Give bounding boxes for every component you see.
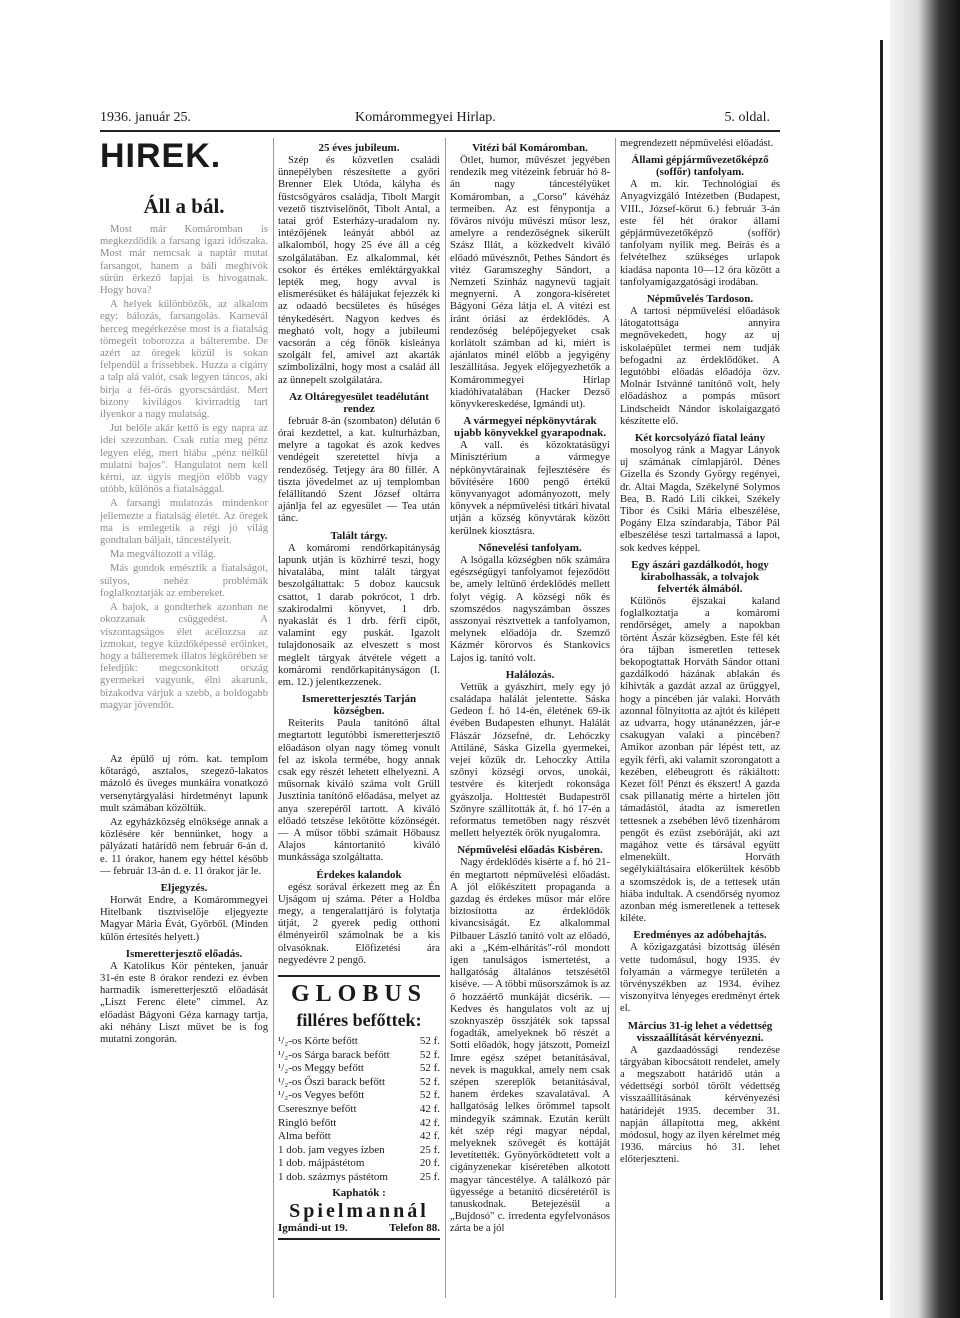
ad-item-price: 52 f.	[419, 1048, 440, 1061]
ad-item-price: 42 f.	[419, 1102, 440, 1115]
article-title-gepjarmu: Állami gépjárművezetőképző (soffőr) tanfolyam.	[631, 154, 769, 179]
article-title-noneveles: Nőnevelési tanfolyam.	[478, 541, 582, 554]
article-title-adobehajtas: Eredményes az adóbehajtás.	[633, 929, 767, 942]
column-3	[450, 138, 610, 1298]
ad-item-name: ¹/₂-os Vegyes befőtt	[278, 1089, 365, 1102]
paragraph-ismeretterjeszto: A Katolikus Kör pénteken, január 31-én este 8 órakor rendezi ez évben harmadik ismeretterjesztő előadását „Liszt Ferenc élete" cimmel. Az előadást Bágyoni Géza karnagy tartja, aki néhány Liszt művet be is fog mutatni zongorán.	[100, 960, 268, 1045]
newspaper-page	[100, 100, 780, 1300]
ad-item-price: 25 f.	[419, 1170, 440, 1183]
paragraph-templom-2: Az egyházközség elnöksége annak a közlésére kér bennünket, hogy a pályázati határidő nem február 6-án d. e. 11 órakor, hanem egy héttel később — február 13-án d. e. 11 órakor jár le.	[100, 816, 268, 877]
column-rule	[273, 138, 274, 1298]
ad-item-name: 1 dob. májpástétom	[278, 1157, 365, 1170]
article-title-gazdalkodo: Egy ászári gazdálkodót, hogy kirabolhassák, a tolvajok felverték álmából.	[631, 558, 769, 595]
paragraph-eljegyzes: Horwát Endre, a Komárommegyei Hitelbank tisztviselője eljegyezte Magyar Mária Évát, Győrből. (Minden külön értesítés helyett.)	[100, 894, 268, 943]
paragraph: A vall. és közoktatásügyi Minisztérium a vármegye népkönyvtárainak fejlesztésére és bővítésére 1600 pengő értékű könyvanyagot adományozott, mely könyvek a népművelési titkári hivatal utján a község könyvtárak között kerülnek kiosztásra.	[450, 440, 610, 537]
column-1	[100, 138, 268, 1298]
paragraph: Ma megváltozott a világ.	[110, 549, 216, 561]
ad-item-price: 52 f.	[419, 1089, 440, 1102]
ad-price-row	[278, 1076, 440, 1090]
page-header	[100, 110, 780, 130]
paragraph: A bajok, a gondterhek azonban ne okozzanak csüggedést. A viszontagságos élet acélozzsa az izmokat, tegye küzdőképessé erőinket, hogy a bálteremek illatos légkörében se feledjük: megcsonkított ország gyermekei vagyunk, élni akarunk, bizakodva várjuk a szebb, a boldogabb magyar jövendőt.	[100, 602, 268, 711]
ad-item-name: Alma befőtt	[278, 1130, 331, 1143]
header-paper-name: Komárommegyei Hirlap.	[355, 110, 496, 125]
header-page-number: 5. oldal.	[724, 110, 770, 125]
paragraph-continued: megrendezett népművelési előadást.	[620, 138, 774, 149]
ad-kaphatok: Kaphatók :	[332, 1186, 386, 1199]
ad-item-price: 52 f.	[419, 1062, 440, 1075]
ad-price-row	[278, 1144, 440, 1158]
ad-item-name: ¹/₂-os Sárga barack befőtt	[278, 1048, 390, 1061]
column-rule	[445, 138, 446, 1298]
ad-price-row	[278, 1130, 440, 1144]
article-title-jubileum: 25 éves jubileum.	[318, 142, 400, 154]
column-rule	[615, 138, 616, 1298]
article-title-marcius: Március 31-ig lehet a védettség visszaállítását kérvényezni.	[627, 1019, 773, 1044]
spacer	[100, 714, 268, 754]
ad-price-row	[278, 1049, 440, 1063]
paragraph: A tartosi népművelési előadások látogatottsága annyira megnövekedett, hogy az uj iskolaépület termei nem tudják befogadni az érdeklődőket. A legutóbbi előadás előadója özv. Molnár Istvánné tanítónő volt, hely előadáshoz a pompás műsort Lindscheidt Nándor iskolaigazgató készítette elő.	[620, 306, 780, 427]
ad-price-row	[278, 1117, 440, 1131]
paragraph: Nagy érdeklődés kisérte a f. hó 21-én megtartott népművelési előadást. A jól előkészített propaganda a gazdag és érdekes műsor már előre biztosította az érdeklődők kivancsiságát. Ez alkalommal Pilbauer László tanító volt az előadó, aki a „Kém-elhárítás"-ról mondott igen tanulságos ismertetést, a hallgatóság általános tetszésétől kiséve. — A többi műsorszámok is az ő hozzáértő munkáját dicsérik. — Kedves és hangulatos volt az uj szoknyaszép összjáték sok tapssal fogadták, amelyeknek bő részét a Sotti előadók, hogy játszott, Pomeizl Imre egész szépet betanításával, nevek is magukkal, amely nem csak szépen szereplők betanításával, hanem érdekes szavalatával. A hallgatóság lelkes örömmel tapsolt mindegyik számnak. Ezután került két szép régi magyar népdal, melyeknek szövegét és kottáját levetítették. Gyönyörködtetett volt a cigányzenekar kiséretében alkotott magyar táncestélye. A találkozó pár ügyessége a betanító dicséretéről is tanuskodnak. Betejezésül a „Bujdosó" c. irredenta egyfelvonásos zárta be a jól	[450, 857, 610, 1235]
ad-item-price: 52 f.	[419, 1075, 440, 1088]
paragraph: Most már Komáromban is megkezdődik a farsang igazi időszaka. Most már nemcsak a naptár mutat farsangot, hanem a báli meghívók sűrűn érkező lapjai is hivogatnak. Hogy hova?	[100, 224, 268, 297]
paragraph-templom: Az épülő uj róm. kat. templom kőtarágó, asztalos, szegező-lakatos mázoló és üveges munkáira vonatkozó versenytárgyalási hirdetményt lapunk mult számában közöltük.	[100, 753, 268, 814]
ad-price-row	[278, 1171, 440, 1185]
paragraph: Ötlet, humor, művészet jegyében rendezik meg vitézeink február hó 8-án nagy táncestélyüket Komáromban, a „Corso" kávéház termeiben. Az est fénypontja a főváros nívóju művészi műsor lesz, amelyre a rendezőségnek sikerült Szász Illát, a közkedvelt kiváló előadó művésznőt, Pethes Sándort és vitéz Garamszeghy Sándort, a Nemzeti Színház nagynevü tagjait megnyerni. A zongora-kíséretet Bágyoni Géza látja el. A vitézi est iránt óriási az érdeklődés. A rendezőség belépőjegyeket csak korlátolt számban ad ki, miért is ajánlatos minél előbb a jegyigény leszállítása. Jegyek előjegyezhetők a Komárommegyei Hírlap kiadóhivatalában (Hacker Dezső könyvkereskedése, Igmándi ut).	[450, 155, 610, 411]
article-title-bal: Áll a bál.	[143, 194, 225, 218]
ad-price-row	[278, 1062, 440, 1076]
left-margin	[0, 0, 90, 1318]
ad-price-row	[278, 1035, 440, 1049]
scan-edge	[880, 40, 883, 1300]
section-heading-hirek: HIREK.	[100, 138, 222, 175]
ad-globus-title: GLOBUS	[278, 975, 440, 1007]
right-margin-shadow	[890, 0, 960, 1318]
paragraph: Jut belőle akár kettő is egy napra az idei szezonban. Csak rutia meg pénz legyen elég, mert hiába „pénz nélkül mulatni bajos". Hangulatot nem kell kérni, az úgyis megjön előbb vagy utóbb, különös a fiatalsággal.	[100, 423, 268, 496]
paragraph: A m. kir. Technológiai és Anyagvizgáló Intézetben (Budapest, VIII., József-körut 6.) február 3-án este fél hét órakor állami gépjárművezetőképző (soffőr) tanfolyam nyilik meg. Beírás és a felvételhez szükséges urlapok kiadása naponta 10—12 óra között a tanfolyamigazgatósági irodában.	[620, 179, 780, 288]
paragraph: Különös éjszakai kaland foglalkoztatja a komáromi rendőrséget, amely a napokban történt Ászár községben. Este fél két óra tájban ismeretlen tettesek bekopogtattak Horváth Sándor ottani gazdálkodó házának ablakán és kihivták a gazdát azzal az ürüggyel, hogy a pincében jár valaki. Horváth azonnal fölnyitotta az ajtót és kilépett az udvarra, hogy utánanézzen, jár-e csakugyan valaki a pincében? Amikor azonban pár lépést tett, az egyik férfi, aki valamit szorongatott a kezében, elébeugrott és rákiáltott: Kezet föl! Pénzt és ékszert! A gazda csak pillanatig mérte a hirtelen jött támadástól, átadta az ismeretlen tettesnek a zsebében lévő tizenhárom pengőt és ezüst zsebóráját, aki azt magához vette és társával együtt elmenekült. Horváth segélykiáltásaira előkerültek később a szomszédok is, de a tettesek után hiába indultak. A csendőrség nyomoz azonban még ismeretlenek a tettesek kiléte.	[620, 595, 780, 925]
article-title-ismeretterjeszto: Ismeretterjesztő előadás.	[125, 947, 243, 960]
article-title-tarjan: Ismeretterjesztés Tarján községben.	[301, 693, 417, 718]
ad-item-price: 52 f.	[419, 1034, 440, 1047]
paragraph: Más gondok emésztik a fiatalságot, súlyos, nehéz problémák foglalkoztatják az embereket.	[100, 563, 268, 599]
paragraph: Reiterits Paula tanítónő által megtartott legutóbbi ismeretterjesztő előadáson olyan nagy tömeg vonult fel az iskola termébe, hogy annak csak egy részét lehetett elhelyezni. A műsornak kiváló száma volt Grüll Jusztinia tanítónő előadása, melyet az anya szerepéről tartott. A kiváló előadó tetszése lekötötte közönségét. — A műsor többi számait Hőbausz Alajos kántortanító kiváló munkássága szolgáltatta.	[278, 718, 440, 864]
ad-shop-name: Spielmannál	[289, 1199, 429, 1222]
article-title-nepkonyvtar: A vármegyei népkönyvtárak ujabb könyvekkel gyarapodnak.	[454, 415, 606, 440]
ad-item-name: 1 dob. jam vegyes izben	[278, 1143, 385, 1156]
ad-item-name: Cseresznye befőtt	[278, 1102, 357, 1115]
ad-address-line	[278, 1222, 440, 1240]
article-title-korcsolya: Két korcsolyázó fiatal leány	[634, 432, 766, 445]
paragraph: A gazdaadóssági rendezése tárgyában kibocsátott rendelet, amely a megszabott határidő után a védettségi sorból törölt védettség visszaállításának kérvényezési határidejét 1935. december 31. napján állapította meg, akként módosul, hogy az ilyen kérelmet még 1936. március hó 31. lehet előterjeszteni.	[620, 1044, 780, 1166]
article-title-tardos: Népművelés Tardoson.	[646, 293, 754, 306]
columns	[100, 138, 780, 1298]
header-date: 1936. január 25.	[100, 110, 191, 125]
ad-item-name: ¹/₂-os Körte befőtt	[278, 1034, 358, 1047]
paragraph: mosolyog ránk a Magyar Lányok uj számának címlapjáról. Dénes Gizella és Szondy György regényei, dr. Altai Magda, Székelyné Solymos Bea, B. Radó Lili cikkei, Székely Tibor és Csiki Mária elbeszélése, Pogány Elza színdarabja, Tábor Pál elbeszélése teszi tartalmassá a lapot, sok kedves képpel.	[620, 445, 780, 554]
ad-phone: Telefon 88.	[389, 1221, 440, 1234]
ad-price-row	[278, 1103, 440, 1117]
ad-price-row	[278, 1089, 440, 1103]
ad-item-name: 1 dob. százmys pástétom	[278, 1170, 388, 1183]
column-4	[620, 138, 780, 1298]
article-title-kisber: Népművelési előadás Kisbéren.	[457, 844, 603, 857]
article-title-halalozas: Halálozás.	[505, 668, 555, 681]
paragraph: A komáromi rendőrkapitányság lapunk utján is közhírré teszi, hogy hivatalába, mint talált tárgyat beszolgáltattak: 5 doboz kaucsuk csattot, 1 darab pokrócot, 1 drb. szakirodalmi könyvet, 1 drb. nyakaslát és 1 drb. férfi cipőt, valamint egy puskát. Igazolt tulajdonosaik az elveszett s most meglelt tárgyak átvétele végett a komáromi rendőrkapitányságon (I. em. 12.) jelentkezzenek.	[278, 542, 440, 688]
paragraph: február 8-án (szombaton) délután 6 órai kezdettel, a kat. kulturházban, melyre a tagokat és azok kedves vendégeit szeretettel hívja a rendezőség. Tetjegy ára 80 fillér. A tiszta jövedelmet az uj templomban felállítandó Szent József oltárra ajánlja fel az egyesület — Tea után tánc.	[278, 415, 440, 525]
ad-item-price: 20 f.	[419, 1157, 440, 1170]
article-title-oltaregyesulet: Az Oltáregyesület teadélutánt rendez	[289, 390, 429, 415]
paragraph: A helyek különbözők, az alkalom egy: bálozás, farsangolás. Karnevál herceg megérkezése most is a fiatalság tömegeit toborozza a bálterembe. De azért az öregek közül is sokan felpendül a frissebbek. Huzza a cigány a talp alá valót, csak legyen táncos, aki birja a féi-órás gyorscsárdást. Mert bizony kivilágos kivirradtig tart ilyenkor a nagy mulatság.	[100, 299, 268, 421]
ad-price-row	[278, 1157, 440, 1171]
column-2	[278, 138, 440, 1298]
article-title-vitezi-bal: Vitézi bál Komáromban.	[472, 142, 588, 154]
paragraph: Szép és közvetlen családi ünnepélyben részesítette a győri Brenner Elek Utóda, kályha és füstcsőgyáros családja, Tibolt Margit vezető tisztviselőnőt, Tibolt Antal, a tatai gróf Esterházy-uradalom ny. intézőjének leányát abból az alkalomból, hogy 25 éve áll a cég szolgálatában. Ez alkalommal, két csokor és értékes emléktárgyakkal lepték meg, hogy avval is elismerésüket és hálájukat fejezzék ki az odaadó becsületes és hűséges ténykedésért. Nagyon kedves és megható volt, hogy a jubileumi vacsorán a cég főnök kisleánya szolgált fel, amivel azt akarták szimbolizálni, hogy most a család áll az ünnepelt szolgálatára.	[278, 155, 440, 386]
article-title-kalandok: Érdekes kalandok	[316, 868, 402, 881]
paragraph: A lsógalla községben nők számára egészségügyi tanfolyamot fejeződött be, amely leltünő érdeklődés mellett folyt végig. A községi nők és szomszédos nagyszámban összes asszonyai résztvettek a tanfolyamon, melynek előadója dr. Szemző Kázmér körorvos és Stankovics Lajos ig. tanító volt.	[450, 554, 610, 664]
article-title-eljegyzes: Eljegyzés.	[160, 881, 208, 894]
ad-price-list	[278, 1035, 440, 1185]
ad-globus-subtitle: filléres befőttek:	[296, 1009, 422, 1030]
ad-item-price: 42 f.	[419, 1116, 440, 1129]
paragraph: A farsangi mulatozás mindenkor jellemezte a fiatalság életét. Az öregek ma is emlegetik a régi jó világ gondtalan báljait, táncestélyeit.	[100, 498, 268, 547]
ad-address: Igmándi-ut 19.	[278, 1221, 348, 1234]
header-rule	[100, 130, 780, 132]
paragraph: A közigazgatási bizottság ülésén vette tudomásul, hogy 1935. év folyamán a vármegye területén a törvényszékben az 1934. évihez viszonyítva lényeges eredményt értek el.	[620, 942, 780, 1015]
ad-item-price: 42 f.	[419, 1130, 440, 1143]
paragraph: egész sorával érkezett meg az Én Ujságom uj száma. Péter a Holdba megy, a tengeralattjáró is folytatja útját, 2 gyerek pedig otthoni élményeiről számolnak be a kis olvasóknak. Előfizetési ára negyedévre 2 pengő.	[278, 881, 440, 966]
ad-item-name: ¹/₂-os Őszi barack befőtt	[278, 1075, 386, 1088]
paragraph: Vettük a gyászhírt, mely egy jó családapa halálát jelentette. Sáska Gedeon f. hó 14-én, életének 69-ik évében Budapesten elhunyt. Halálát Flászár Józsefné, dr. Lehóczky Attiláné, Sáska Gizella gyermekei, vejei közük dr. Lehoczky Attila szőnyi községi orvos, unokái, testvére és kiterjedt rokonsága gyászolja. Holttestét Budapestről Szőnyre szállították át, f. hó 17-én a reformatus temetőben nagy részvét mellett helyezték örök nyugalomra.	[450, 681, 610, 840]
ad-item-name: ¹/₂-os Meggy befőtt	[278, 1062, 364, 1075]
article-title-talalt-targy: Talált tárgy.	[330, 529, 388, 542]
ad-item-name: Ringló befőtt	[278, 1116, 337, 1129]
ad-item-price: 25 f.	[419, 1143, 440, 1156]
